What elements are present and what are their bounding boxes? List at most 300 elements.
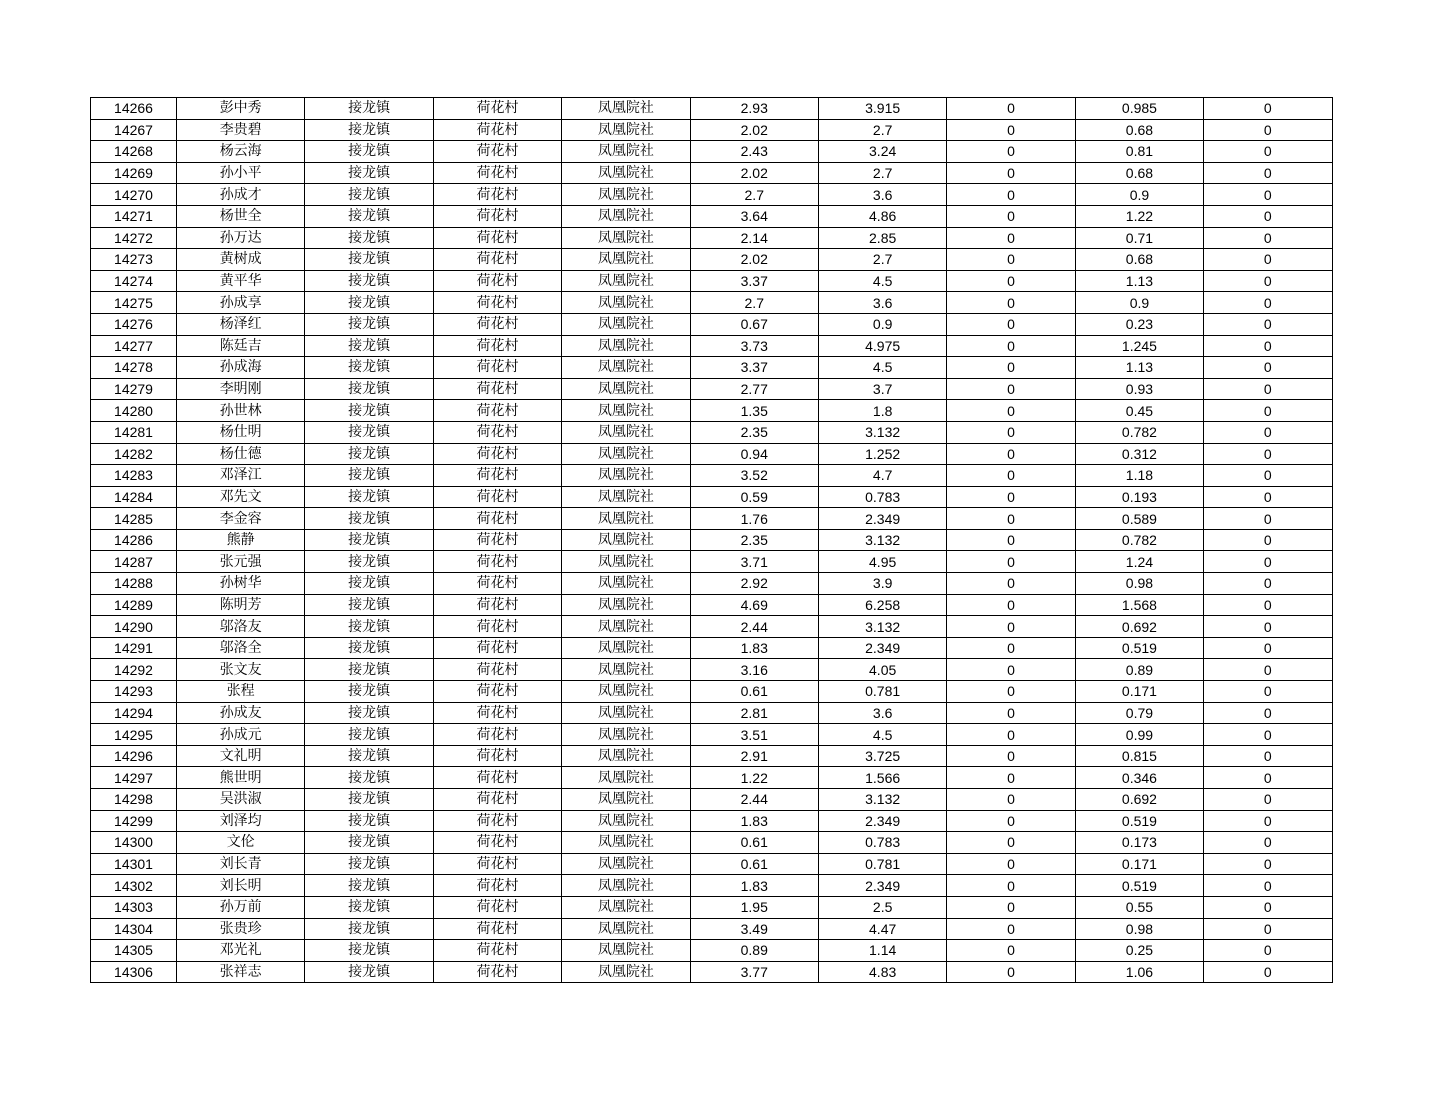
value-b-cell: 3.132 <box>818 616 946 638</box>
value-b-cell: 3.6 <box>818 184 946 206</box>
value-b-cell: 2.349 <box>818 810 946 832</box>
name-cell: 孙成才 <box>177 184 305 206</box>
value-d-cell: 0.81 <box>1075 141 1203 163</box>
village-cell: 荷花村 <box>433 853 561 875</box>
value-d-cell: 1.13 <box>1075 270 1203 292</box>
group-cell: 凤凰院社 <box>562 875 690 897</box>
value-c-cell: 0 <box>947 335 1075 357</box>
value-c-cell: 0 <box>947 98 1075 120</box>
town-cell: 接龙镇 <box>305 443 433 465</box>
village-cell: 荷花村 <box>433 249 561 271</box>
id-cell: 14300 <box>91 832 177 854</box>
table-row <box>91 918 1333 940</box>
group-cell: 凤凰院社 <box>562 681 690 703</box>
village-cell: 荷花村 <box>433 486 561 508</box>
value-b-cell: 2.7 <box>818 162 946 184</box>
table-row <box>91 357 1333 379</box>
table-row <box>91 896 1333 918</box>
group-cell: 凤凰院社 <box>562 443 690 465</box>
table-row <box>91 141 1333 163</box>
name-cell: 孙成元 <box>177 724 305 746</box>
value-b-cell: 0.783 <box>818 832 946 854</box>
group-cell: 凤凰院社 <box>562 486 690 508</box>
value-a-cell: 2.44 <box>690 789 818 811</box>
value-a-cell: 2.92 <box>690 573 818 595</box>
group-cell: 凤凰院社 <box>562 702 690 724</box>
value-d-cell: 0.519 <box>1075 875 1203 897</box>
value-b-cell: 4.95 <box>818 551 946 573</box>
value-b-cell: 3.132 <box>818 421 946 443</box>
table-row <box>91 832 1333 854</box>
value-d-cell: 0.25 <box>1075 940 1203 962</box>
value-c-cell: 0 <box>947 616 1075 638</box>
name-cell: 陈明芳 <box>177 594 305 616</box>
value-b-cell: 3.7 <box>818 378 946 400</box>
value-a-cell: 3.16 <box>690 659 818 681</box>
value-e-cell: 0 <box>1204 443 1332 465</box>
value-e-cell: 0 <box>1204 940 1332 962</box>
value-b-cell: 3.9 <box>818 573 946 595</box>
town-cell: 接龙镇 <box>305 681 433 703</box>
id-cell: 14277 <box>91 335 177 357</box>
value-c-cell: 0 <box>947 724 1075 746</box>
value-a-cell: 2.02 <box>690 249 818 271</box>
name-cell: 文伦 <box>177 832 305 854</box>
town-cell: 接龙镇 <box>305 292 433 314</box>
value-c-cell: 0 <box>947 940 1075 962</box>
id-cell: 14270 <box>91 184 177 206</box>
group-cell: 凤凰院社 <box>562 119 690 141</box>
value-c-cell: 0 <box>947 918 1075 940</box>
table-row <box>91 616 1333 638</box>
village-cell: 荷花村 <box>433 616 561 638</box>
value-e-cell: 0 <box>1204 551 1332 573</box>
name-cell: 邬洛友 <box>177 616 305 638</box>
group-cell: 凤凰院社 <box>562 767 690 789</box>
value-a-cell: 2.91 <box>690 745 818 767</box>
town-cell: 接龙镇 <box>305 810 433 832</box>
value-c-cell: 0 <box>947 162 1075 184</box>
name-cell: 文礼明 <box>177 745 305 767</box>
value-a-cell: 3.64 <box>690 205 818 227</box>
value-a-cell: 2.93 <box>690 98 818 120</box>
value-a-cell: 0.61 <box>690 832 818 854</box>
name-cell: 孙万前 <box>177 896 305 918</box>
name-cell: 邓先文 <box>177 486 305 508</box>
id-cell: 14291 <box>91 637 177 659</box>
group-cell: 凤凰院社 <box>562 98 690 120</box>
group-cell: 凤凰院社 <box>562 853 690 875</box>
id-cell: 14278 <box>91 357 177 379</box>
name-cell: 孙树华 <box>177 573 305 595</box>
value-e-cell: 0 <box>1204 335 1332 357</box>
value-e-cell: 0 <box>1204 616 1332 638</box>
value-c-cell: 0 <box>947 637 1075 659</box>
value-b-cell: 3.24 <box>818 141 946 163</box>
value-a-cell: 3.37 <box>690 270 818 292</box>
value-d-cell: 0.692 <box>1075 616 1203 638</box>
value-c-cell: 0 <box>947 313 1075 335</box>
name-cell: 杨仕明 <box>177 421 305 443</box>
town-cell: 接龙镇 <box>305 853 433 875</box>
value-b-cell: 4.5 <box>818 270 946 292</box>
village-cell: 荷花村 <box>433 400 561 422</box>
value-c-cell: 0 <box>947 184 1075 206</box>
group-cell: 凤凰院社 <box>562 918 690 940</box>
group-cell: 凤凰院社 <box>562 573 690 595</box>
value-b-cell: 3.132 <box>818 529 946 551</box>
value-b-cell: 3.725 <box>818 745 946 767</box>
value-b-cell: 2.349 <box>818 875 946 897</box>
value-b-cell: 3.6 <box>818 702 946 724</box>
village-cell: 荷花村 <box>433 745 561 767</box>
town-cell: 接龙镇 <box>305 119 433 141</box>
value-c-cell: 0 <box>947 573 1075 595</box>
value-e-cell: 0 <box>1204 292 1332 314</box>
value-a-cell: 3.77 <box>690 961 818 983</box>
id-cell: 14266 <box>91 98 177 120</box>
name-cell: 邬洛全 <box>177 637 305 659</box>
value-e-cell: 0 <box>1204 162 1332 184</box>
value-a-cell: 4.69 <box>690 594 818 616</box>
value-a-cell: 2.02 <box>690 119 818 141</box>
value-b-cell: 4.47 <box>818 918 946 940</box>
value-b-cell: 0.781 <box>818 681 946 703</box>
value-b-cell: 4.5 <box>818 357 946 379</box>
group-cell: 凤凰院社 <box>562 357 690 379</box>
village-cell: 荷花村 <box>433 594 561 616</box>
value-b-cell: 1.14 <box>818 940 946 962</box>
name-cell: 刘泽均 <box>177 810 305 832</box>
village-cell: 荷花村 <box>433 378 561 400</box>
value-a-cell: 0.61 <box>690 681 818 703</box>
value-c-cell: 0 <box>947 378 1075 400</box>
value-a-cell: 2.14 <box>690 227 818 249</box>
value-a-cell: 3.49 <box>690 918 818 940</box>
value-b-cell: 3.6 <box>818 292 946 314</box>
value-e-cell: 0 <box>1204 486 1332 508</box>
table-row <box>91 767 1333 789</box>
name-cell: 熊世明 <box>177 767 305 789</box>
village-cell: 荷花村 <box>433 529 561 551</box>
table-row <box>91 551 1333 573</box>
table-row <box>91 810 1333 832</box>
value-a-cell: 0.89 <box>690 940 818 962</box>
id-cell: 14295 <box>91 724 177 746</box>
value-e-cell: 0 <box>1204 767 1332 789</box>
group-cell: 凤凰院社 <box>562 227 690 249</box>
table-row <box>91 529 1333 551</box>
id-cell: 14293 <box>91 681 177 703</box>
value-e-cell: 0 <box>1204 508 1332 530</box>
value-d-cell: 0.79 <box>1075 702 1203 724</box>
name-cell: 张贵珍 <box>177 918 305 940</box>
group-cell: 凤凰院社 <box>562 659 690 681</box>
value-c-cell: 0 <box>947 789 1075 811</box>
group-cell: 凤凰院社 <box>562 832 690 854</box>
table-row <box>91 940 1333 962</box>
value-a-cell: 0.61 <box>690 853 818 875</box>
town-cell: 接龙镇 <box>305 767 433 789</box>
table-body <box>91 98 1333 983</box>
id-cell: 14272 <box>91 227 177 249</box>
town-cell: 接龙镇 <box>305 270 433 292</box>
value-e-cell: 0 <box>1204 465 1332 487</box>
id-cell: 14269 <box>91 162 177 184</box>
group-cell: 凤凰院社 <box>562 378 690 400</box>
town-cell: 接龙镇 <box>305 529 433 551</box>
id-cell: 14302 <box>91 875 177 897</box>
village-cell: 荷花村 <box>433 832 561 854</box>
town-cell: 接龙镇 <box>305 162 433 184</box>
data-table <box>90 97 1333 983</box>
value-d-cell: 0.692 <box>1075 789 1203 811</box>
value-c-cell: 0 <box>947 961 1075 983</box>
id-cell: 14283 <box>91 465 177 487</box>
value-a-cell: 1.83 <box>690 637 818 659</box>
village-cell: 荷花村 <box>433 724 561 746</box>
group-cell: 凤凰院社 <box>562 162 690 184</box>
id-cell: 14304 <box>91 918 177 940</box>
value-e-cell: 0 <box>1204 378 1332 400</box>
id-cell: 14290 <box>91 616 177 638</box>
value-d-cell: 0.68 <box>1075 119 1203 141</box>
village-cell: 荷花村 <box>433 789 561 811</box>
town-cell: 接龙镇 <box>305 184 433 206</box>
value-b-cell: 6.258 <box>818 594 946 616</box>
value-e-cell: 0 <box>1204 357 1332 379</box>
village-cell: 荷花村 <box>433 335 561 357</box>
id-cell: 14299 <box>91 810 177 832</box>
value-b-cell: 4.5 <box>818 724 946 746</box>
town-cell: 接龙镇 <box>305 249 433 271</box>
value-d-cell: 0.98 <box>1075 918 1203 940</box>
value-b-cell: 0.783 <box>818 486 946 508</box>
value-e-cell: 0 <box>1204 594 1332 616</box>
value-d-cell: 1.568 <box>1075 594 1203 616</box>
name-cell: 孙成享 <box>177 292 305 314</box>
town-cell: 接龙镇 <box>305 918 433 940</box>
value-b-cell: 2.349 <box>818 637 946 659</box>
table-row <box>91 443 1333 465</box>
name-cell: 杨云海 <box>177 141 305 163</box>
id-cell: 14306 <box>91 961 177 983</box>
value-a-cell: 0.67 <box>690 313 818 335</box>
village-cell: 荷花村 <box>433 573 561 595</box>
town-cell: 接龙镇 <box>305 335 433 357</box>
table-row <box>91 249 1333 271</box>
id-cell: 14282 <box>91 443 177 465</box>
town-cell: 接龙镇 <box>305 421 433 443</box>
name-cell: 孙成海 <box>177 357 305 379</box>
name-cell: 孙世林 <box>177 400 305 422</box>
name-cell: 孙成友 <box>177 702 305 724</box>
table-row <box>91 637 1333 659</box>
village-cell: 荷花村 <box>433 767 561 789</box>
value-c-cell: 0 <box>947 205 1075 227</box>
value-c-cell: 0 <box>947 227 1075 249</box>
name-cell: 杨世全 <box>177 205 305 227</box>
value-d-cell: 0.985 <box>1075 98 1203 120</box>
group-cell: 凤凰院社 <box>562 184 690 206</box>
value-d-cell: 0.782 <box>1075 529 1203 551</box>
group-cell: 凤凰院社 <box>562 313 690 335</box>
value-a-cell: 2.7 <box>690 184 818 206</box>
group-cell: 凤凰院社 <box>562 400 690 422</box>
value-c-cell: 0 <box>947 421 1075 443</box>
value-d-cell: 0.171 <box>1075 681 1203 703</box>
village-cell: 荷花村 <box>433 313 561 335</box>
group-cell: 凤凰院社 <box>562 249 690 271</box>
value-e-cell: 0 <box>1204 400 1332 422</box>
value-b-cell: 2.7 <box>818 119 946 141</box>
group-cell: 凤凰院社 <box>562 551 690 573</box>
id-cell: 14305 <box>91 940 177 962</box>
value-c-cell: 0 <box>947 400 1075 422</box>
value-c-cell: 0 <box>947 465 1075 487</box>
group-cell: 凤凰院社 <box>562 745 690 767</box>
table-row <box>91 335 1333 357</box>
group-cell: 凤凰院社 <box>562 465 690 487</box>
value-d-cell: 0.23 <box>1075 313 1203 335</box>
value-a-cell: 1.83 <box>690 875 818 897</box>
village-cell: 荷花村 <box>433 551 561 573</box>
value-e-cell: 0 <box>1204 270 1332 292</box>
value-c-cell: 0 <box>947 292 1075 314</box>
value-d-cell: 0.98 <box>1075 573 1203 595</box>
id-cell: 14275 <box>91 292 177 314</box>
name-cell: 吴洪淑 <box>177 789 305 811</box>
value-d-cell: 0.93 <box>1075 378 1203 400</box>
village-cell: 荷花村 <box>433 443 561 465</box>
table-row <box>91 681 1333 703</box>
table-row <box>91 961 1333 983</box>
value-e-cell: 0 <box>1204 745 1332 767</box>
value-d-cell: 1.18 <box>1075 465 1203 487</box>
group-cell: 凤凰院社 <box>562 724 690 746</box>
value-d-cell: 0.99 <box>1075 724 1203 746</box>
id-cell: 14280 <box>91 400 177 422</box>
value-e-cell: 0 <box>1204 637 1332 659</box>
value-a-cell: 3.71 <box>690 551 818 573</box>
town-cell: 接龙镇 <box>305 896 433 918</box>
group-cell: 凤凰院社 <box>562 961 690 983</box>
value-a-cell: 1.83 <box>690 810 818 832</box>
value-d-cell: 1.22 <box>1075 205 1203 227</box>
value-b-cell: 4.7 <box>818 465 946 487</box>
town-cell: 接龙镇 <box>305 789 433 811</box>
name-cell: 彭中秀 <box>177 98 305 120</box>
town-cell: 接龙镇 <box>305 400 433 422</box>
id-cell: 14288 <box>91 573 177 595</box>
value-e-cell: 0 <box>1204 184 1332 206</box>
value-d-cell: 1.13 <box>1075 357 1203 379</box>
town-cell: 接龙镇 <box>305 486 433 508</box>
value-b-cell: 0.781 <box>818 853 946 875</box>
value-b-cell: 2.349 <box>818 508 946 530</box>
value-d-cell: 0.68 <box>1075 249 1203 271</box>
value-b-cell: 3.132 <box>818 789 946 811</box>
value-e-cell: 0 <box>1204 918 1332 940</box>
table-row <box>91 119 1333 141</box>
value-d-cell: 0.815 <box>1075 745 1203 767</box>
value-e-cell: 0 <box>1204 573 1332 595</box>
value-a-cell: 1.22 <box>690 767 818 789</box>
table-row <box>91 162 1333 184</box>
value-b-cell: 0.9 <box>818 313 946 335</box>
name-cell: 杨仕德 <box>177 443 305 465</box>
value-b-cell: 2.85 <box>818 227 946 249</box>
village-cell: 荷花村 <box>433 184 561 206</box>
village-cell: 荷花村 <box>433 292 561 314</box>
table-row <box>91 724 1333 746</box>
table-row <box>91 486 1333 508</box>
name-cell: 黄树成 <box>177 249 305 271</box>
group-cell: 凤凰院社 <box>562 810 690 832</box>
id-cell: 14273 <box>91 249 177 271</box>
table-row <box>91 702 1333 724</box>
town-cell: 接龙镇 <box>305 227 433 249</box>
table-row <box>91 875 1333 897</box>
group-cell: 凤凰院社 <box>562 292 690 314</box>
village-cell: 荷花村 <box>433 508 561 530</box>
value-e-cell: 0 <box>1204 249 1332 271</box>
value-a-cell: 1.35 <box>690 400 818 422</box>
value-e-cell: 0 <box>1204 875 1332 897</box>
town-cell: 接龙镇 <box>305 313 433 335</box>
village-cell: 荷花村 <box>433 465 561 487</box>
town-cell: 接龙镇 <box>305 637 433 659</box>
value-c-cell: 0 <box>947 767 1075 789</box>
table-row <box>91 508 1333 530</box>
name-cell: 刘长青 <box>177 853 305 875</box>
id-cell: 14303 <box>91 896 177 918</box>
table-row <box>91 745 1333 767</box>
value-b-cell: 1.566 <box>818 767 946 789</box>
town-cell: 接龙镇 <box>305 98 433 120</box>
value-a-cell: 2.7 <box>690 292 818 314</box>
village-cell: 荷花村 <box>433 896 561 918</box>
name-cell: 李明刚 <box>177 378 305 400</box>
value-e-cell: 0 <box>1204 832 1332 854</box>
id-cell: 14292 <box>91 659 177 681</box>
value-e-cell: 0 <box>1204 529 1332 551</box>
value-a-cell: 2.35 <box>690 421 818 443</box>
value-c-cell: 0 <box>947 529 1075 551</box>
value-d-cell: 1.06 <box>1075 961 1203 983</box>
name-cell: 张祥志 <box>177 961 305 983</box>
value-e-cell: 0 <box>1204 789 1332 811</box>
value-b-cell: 4.975 <box>818 335 946 357</box>
group-cell: 凤凰院社 <box>562 335 690 357</box>
village-cell: 荷花村 <box>433 702 561 724</box>
table-row <box>91 378 1333 400</box>
value-d-cell: 0.68 <box>1075 162 1203 184</box>
value-c-cell: 0 <box>947 853 1075 875</box>
town-cell: 接龙镇 <box>305 961 433 983</box>
value-e-cell: 0 <box>1204 205 1332 227</box>
group-cell: 凤凰院社 <box>562 529 690 551</box>
group-cell: 凤凰院社 <box>562 508 690 530</box>
value-e-cell: 0 <box>1204 681 1332 703</box>
village-cell: 荷花村 <box>433 270 561 292</box>
value-d-cell: 0.589 <box>1075 508 1203 530</box>
value-e-cell: 0 <box>1204 810 1332 832</box>
name-cell: 杨泽红 <box>177 313 305 335</box>
name-cell: 孙万达 <box>177 227 305 249</box>
value-e-cell: 0 <box>1204 313 1332 335</box>
town-cell: 接龙镇 <box>305 724 433 746</box>
